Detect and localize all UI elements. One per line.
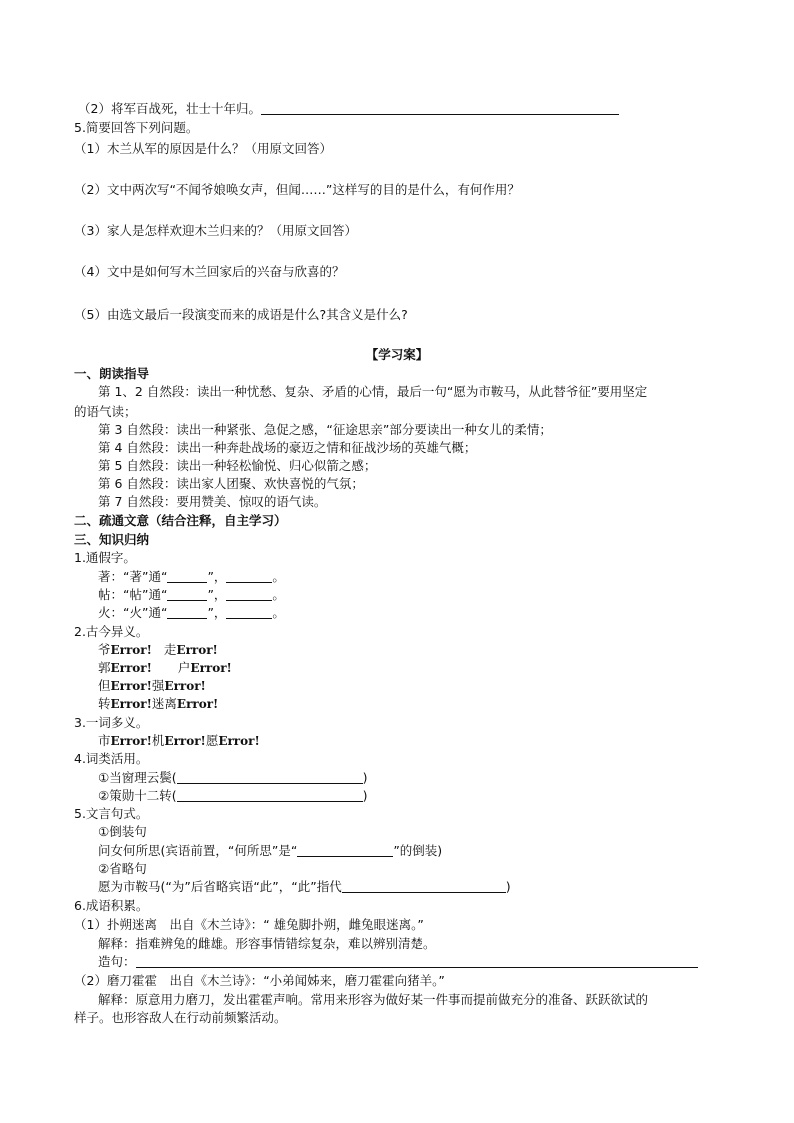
s1-line-5: 第 5 自然段：读出一种轻松愉悦、归心似箭之感； xyxy=(98,458,377,473)
s2-heading: 二、疏通文意（结合注释，自主学习） xyxy=(74,513,287,528)
tongjia-row-text: 。 xyxy=(272,605,285,620)
cilei-row-text: ) xyxy=(362,788,368,803)
gujin-row xyxy=(98,678,206,694)
gujin-word: 但 xyxy=(98,678,111,693)
answer-blank[interactable] xyxy=(177,771,363,784)
error-field: Error! xyxy=(110,734,152,748)
jushi-line-text: 问女何所思(宾语前置，“何所思”是“ xyxy=(98,843,298,858)
answer-blank[interactable] xyxy=(261,102,619,115)
answer-blank[interactable] xyxy=(167,606,207,619)
q5-item-2: （2）文中两次写“不闻爷娘唤女声，但闻……”这样写的目的是什么，有何作用？ xyxy=(74,182,520,197)
answer-blank[interactable] xyxy=(167,588,207,601)
answer-blank[interactable] xyxy=(226,570,272,583)
chengyu-make-label: 造句： xyxy=(98,954,136,969)
yiduo-heading: 3.一词多义。 xyxy=(74,715,149,730)
gujin-word: 郭 xyxy=(98,660,111,675)
answer-blank[interactable] xyxy=(226,606,272,619)
tongjia-row-text: 帖：“帖”通“ xyxy=(98,587,168,602)
tongjia-row xyxy=(98,587,285,603)
error-field: Error! xyxy=(110,643,152,657)
error-field: Error! xyxy=(176,643,218,657)
cilei-row-text: ①当窗理云鬓( xyxy=(98,770,177,785)
q5-item-3: （3）家人是怎样欢迎木兰归来的？（用原文回答） xyxy=(74,223,357,238)
chengyu-1-title: （1）扑朔迷离 出自《木兰诗》：“ 雄兔脚扑朔，雌兔眼迷离。” xyxy=(74,917,424,932)
chengyu-2-title: （2）磨刀霍霍 出自《木兰诗》：“小弟闻姊来，磨刀霍霍向猪羊。” xyxy=(74,973,445,988)
jushi-sub-1: ①倒装句 xyxy=(98,824,147,839)
error-field: Error! xyxy=(164,734,206,748)
answer-blank[interactable] xyxy=(342,880,506,893)
answer-blank[interactable] xyxy=(136,955,698,968)
tongjia-row-text: 。 xyxy=(272,587,285,602)
error-field: Error! xyxy=(164,679,206,693)
q5-heading: 5.简要回答下列问题。 xyxy=(74,120,199,135)
s1-line-3: 第 3 自然段：读出一种紧张、急促之感，“征途思亲”部分要读出一种女儿的柔情； xyxy=(98,422,552,437)
tongjia-row-text: 。 xyxy=(272,569,285,584)
q5-item-4: （4）文中是如何写木兰回家后的兴奋与欣喜的？ xyxy=(74,264,345,279)
chengyu-heading: 6.成语积累。 xyxy=(74,898,149,913)
gujin-word: 走 xyxy=(163,642,177,657)
tongjia-row xyxy=(98,605,285,621)
cilei-row-text: ) xyxy=(362,770,368,785)
gujin-word: 户 xyxy=(177,660,191,675)
error-field: Error! xyxy=(218,734,260,748)
cilei-row xyxy=(98,788,367,804)
q4-item-2 xyxy=(78,101,619,117)
s1-heading: 一、朗读指导 xyxy=(74,366,150,381)
yiduo-row xyxy=(98,733,260,749)
tongjia-row-text: ”， xyxy=(207,587,227,602)
jushi-line-2 xyxy=(98,879,511,895)
error-field: Error! xyxy=(110,679,152,693)
answer-blank[interactable] xyxy=(226,588,272,601)
yiduo-word: 愿 xyxy=(205,733,219,748)
gujin-row xyxy=(98,642,218,658)
s1-line-6: 第 6 自然段：读出家人团聚、欢快喜悦的气氛； xyxy=(98,476,364,491)
gujin-row xyxy=(98,660,232,676)
s1-line-7: 第 7 自然段：要用赞美、惊叹的语气读。 xyxy=(98,494,327,509)
tongjia-row xyxy=(98,569,285,585)
jushi-line-text: ”的倒装) xyxy=(393,843,443,858)
answer-blank[interactable] xyxy=(167,570,207,583)
chengyu-2-explain-1: 解释：原意用力磨刀，发出霍霍声响。常用来形容为做好某一件事而提前做充分的准备、跃跃欲试的 xyxy=(98,992,649,1007)
cilei-row-text: ②策勋十二转( xyxy=(98,788,177,803)
error-field: Error! xyxy=(190,661,232,675)
error-field: Error! xyxy=(110,697,152,711)
gujin-word: 强 xyxy=(151,678,165,693)
cilei-heading: 4.词类活用。 xyxy=(74,751,149,766)
tongjia-row-text: 著：“著”通“ xyxy=(98,569,168,584)
jushi-line-text: 愿为市鞍马(“为”后省略宾语“此”，“此”指代 xyxy=(98,879,342,894)
answer-blank[interactable] xyxy=(297,844,393,857)
gujin-word: 转 xyxy=(98,696,111,711)
s3-heading: 三、知识归纳 xyxy=(74,532,150,547)
gujin-row xyxy=(98,696,218,712)
section-title: 【学习案】 xyxy=(365,347,429,362)
s1-line-2: 的语气读； xyxy=(74,404,137,419)
jushi-line-1 xyxy=(98,843,442,859)
gujin-heading: 2.古今异义。 xyxy=(74,624,149,639)
chengyu-2-explain-2: 样子。也形容敌人在行动前频繁活动。 xyxy=(74,1010,287,1025)
yiduo-word: 市 xyxy=(98,733,111,748)
tongjia-row-text: 火：“火”通“ xyxy=(98,605,168,620)
tongjia-row-text: ”， xyxy=(207,605,227,620)
cilei-row xyxy=(98,770,367,786)
chengyu-1-explain: 解释：指难辨兔的雌雄。形容事情错综复杂，难以辨别清楚。 xyxy=(98,936,436,951)
gujin-word: 迷离 xyxy=(151,696,177,711)
s1-line-4: 第 4 自然段：读出一种奔赴战场的豪迈之情和征战沙场的英雄气概； xyxy=(98,440,477,455)
answer-blank[interactable] xyxy=(177,789,363,802)
tongjia-heading: 1.通假字。 xyxy=(74,550,136,565)
q4-item-2-text: （2）将军百战死，壮士十年归。 xyxy=(78,101,261,116)
chengyu-1-make xyxy=(98,954,698,970)
q5-item-1: （1）木兰从军的原因是什么？（用原文回答） xyxy=(74,141,332,156)
gujin-word: 爷 xyxy=(98,642,111,657)
jushi-line-text: ) xyxy=(505,879,511,894)
jushi-heading: 5.文言句式。 xyxy=(74,806,149,821)
tongjia-row-text: ”， xyxy=(207,569,227,584)
s1-line-1: 第 1、2 自然段：读出一种忧愁、复杂、矛盾的心情，最后一句“愿为市鞍马，从此替爷征”要用坚定 xyxy=(98,384,648,399)
q5-item-5: （5）由选文最后一段演变而来的成语是什么?其含义是什么? xyxy=(74,307,408,322)
jushi-sub-2: ②省略句 xyxy=(98,861,147,876)
error-field: Error! xyxy=(110,661,152,675)
yiduo-word: 机 xyxy=(151,733,165,748)
error-field: Error! xyxy=(176,697,219,711)
